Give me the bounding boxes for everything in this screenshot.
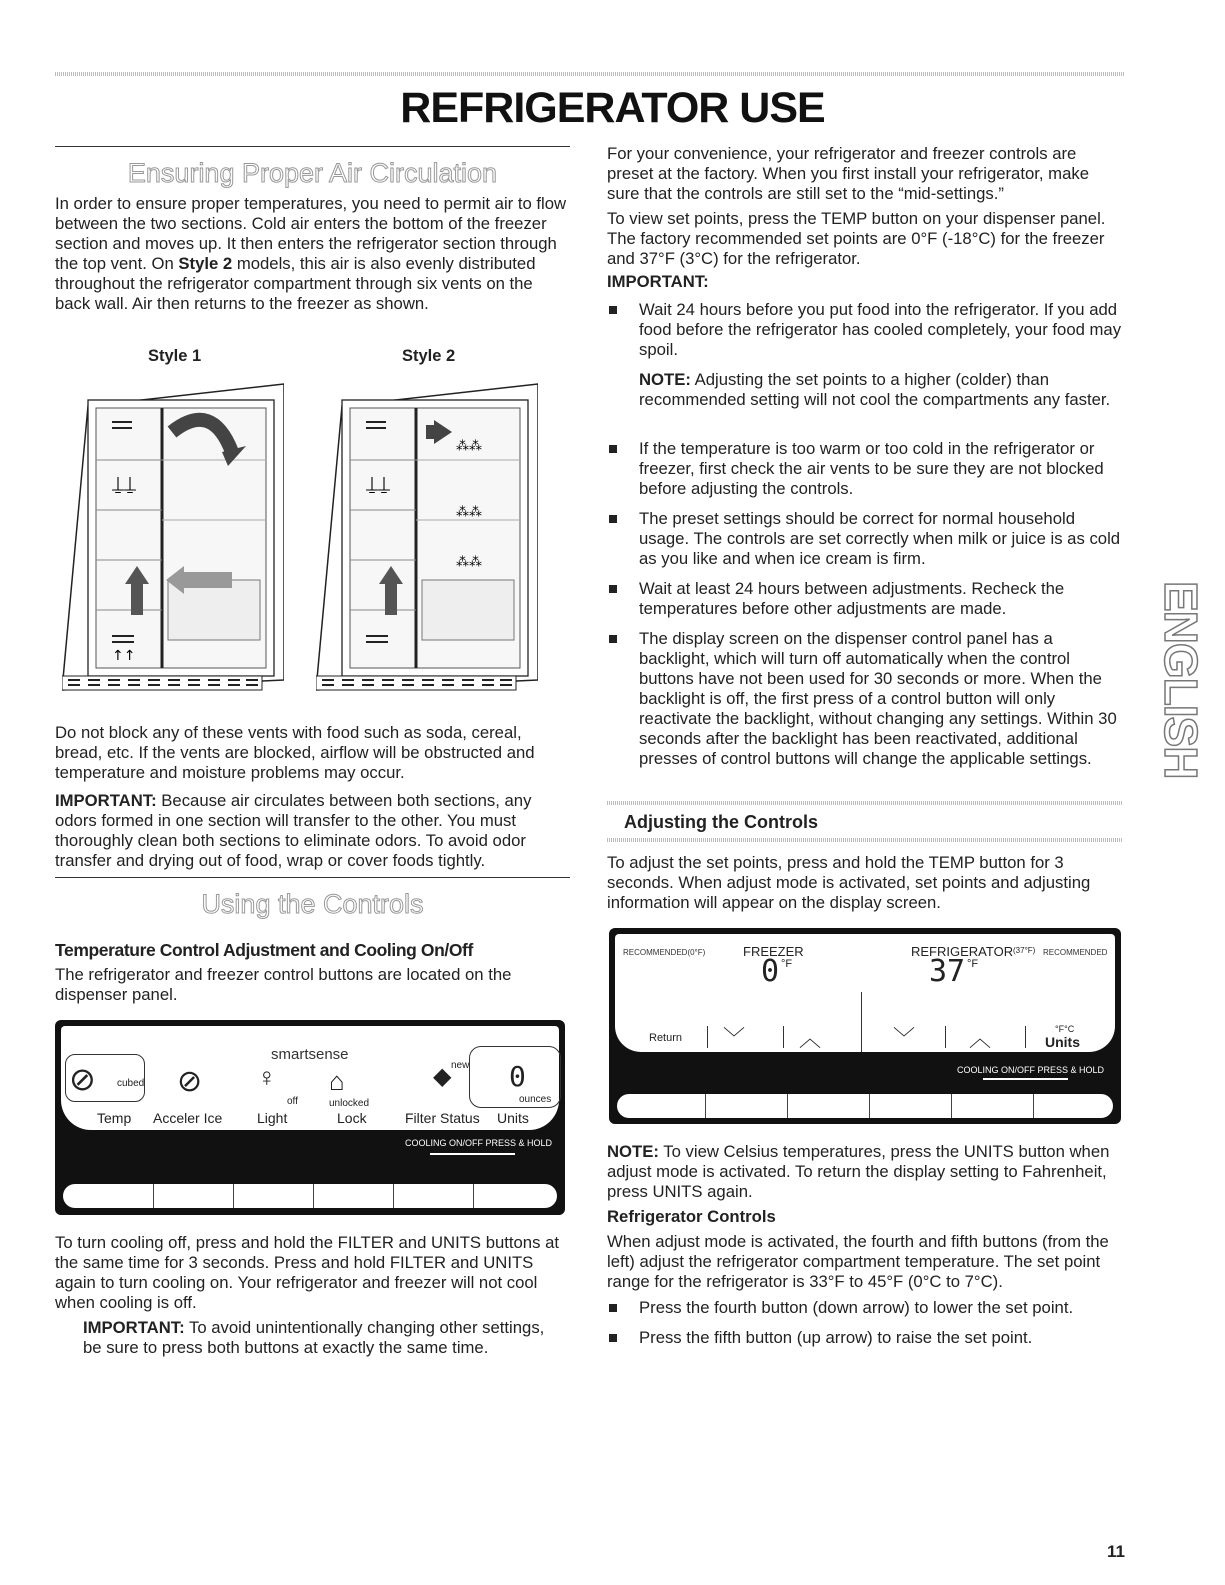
adjust-top-rule [607, 801, 1122, 805]
lock-icon: ⌂ [329, 1066, 345, 1096]
temp-button[interactable] [63, 1184, 154, 1208]
refrigerator-up-button[interactable] [951, 1094, 1034, 1118]
freezer-down-arrow-icon: ﹀ [723, 1026, 746, 1051]
cooling-paragraph: To turn cooling off, press and hold the FILTER and UNITS buttons at the same time for 3 seconds. Press and hold FILTER and UNITS again to turn cooling on. Your refrigerator and freezer will not cool when cooling is off. [55, 1233, 559, 1312]
svg-text:⍊⍊: ⍊⍊ [112, 471, 136, 495]
important-buttons-paragraph: IMPORTANT: To avoid unintentionally changing other settings, be sure to press both buttons at exactly the same time. [83, 1318, 545, 1357]
english-side-tab [1150, 575, 1220, 779]
units-display-label: Units [1045, 1034, 1080, 1050]
adjust-bottom-rule [607, 838, 1122, 842]
refrigerator-up-arrow-icon: ︿ [969, 1026, 992, 1051]
bullet-wait-adjust: Wait at least 24 hours between adjustments. Recheck the temperatures before other adjustments are made. [607, 579, 1122, 619]
view-setpoints-paragraph: To view set points, press the TEMP button on your dispenser panel. The factory recommended set points are 0°F (-18°C) for the freezer and 37°F (3°C) for the refrigerator. [607, 209, 1106, 268]
freezer-unit: °F [781, 958, 793, 970]
preset-paragraph: For your convenience, your refrigerator and freezer controls are preset at the factory. When you first install your refrigerator, make sure that the controls are still set to the “mid-settings.” [607, 144, 1089, 203]
adjust-paragraph: To adjust the set points, press and hold the TEMP button for 3 seconds. When adjust mode is activated, set points and adjusting information will appear on the display screen. [607, 853, 1091, 912]
temp-control-paragraph: The refrigerator and freezer control buttons are located on the dispenser panel. [55, 965, 512, 1004]
air-circulation-paragraph: In order to ensure proper temperatures, you need to permit air to flow between the two sections. Cold air enters the bottom of the freezer section and moves up. It then enters the refrigerator section through the top vent. On Style 2 models, this air is also evenly distributed throughout the refrigerator compartment through six vents on the back wall. Air then returns to the freezer as shown. [55, 194, 567, 313]
style2-label: Style 2 [402, 347, 456, 365]
ounces-label: ounces [519, 1094, 552, 1105]
freezer-label: FREEZER [743, 944, 804, 959]
style2-fridge-illustration [316, 380, 538, 710]
svg-text:⁂⁂: ⁂⁂ [456, 505, 482, 520]
display-cooling-bracket [983, 1078, 1068, 1080]
filter-button[interactable] [393, 1184, 474, 1208]
units-button[interactable] [473, 1184, 557, 1208]
page-title: REFRIGERATOR USE [400, 84, 825, 132]
ounces-digit: 0 [509, 1060, 526, 1093]
filter-status-label: Filter Status [405, 1110, 480, 1126]
ice-icon: ⊘ [69, 1061, 96, 1097]
filter-icon: ◆ [433, 1063, 452, 1090]
separator [783, 1026, 784, 1048]
temp-label: Temp [97, 1110, 132, 1126]
note-adjust-paragraph: NOTE: Adjusting the set points to a higher (colder) than recommended setting will not cool the compartments any faster. [639, 370, 1111, 409]
cubed-label: cubed [117, 1078, 145, 1089]
accel-ice-button[interactable] [153, 1184, 234, 1208]
new-label: new [451, 1060, 470, 1071]
dispenser-control-panel [55, 1020, 565, 1215]
display-button-strip [617, 1094, 1113, 1118]
refrigerator-controls-paragraph: When adjust mode is activated, the fourth and fifth buttons (from the left) adjust the refrigerator compartment temperature. The set point range for the refrigerator is 33°F to 45°F (0°C to 7°C). [607, 1232, 1109, 1291]
bullet-preset: The preset settings should be correct for normal household usage. The controls are set correctly when milk or juice is as cold as you like and when ice cream is firm. [607, 509, 1122, 569]
fc-label: °F°C [1055, 1024, 1075, 1034]
svg-text:⍊⍊: ⍊⍊ [366, 471, 390, 495]
top-dotted-rule [55, 72, 1125, 76]
refrigerator-down-button[interactable] [869, 1094, 952, 1118]
accel-ice-label: Acceler Ice [153, 1110, 223, 1126]
display-cooling-label: COOLING ON/OFF PRESS & HOLD [957, 1065, 1105, 1075]
freezer-up-arrow-icon: ︿ [799, 1026, 822, 1051]
units-display-button[interactable] [1033, 1094, 1113, 1118]
return-label: Return [649, 1032, 683, 1044]
freezer-up-button[interactable] [787, 1094, 870, 1118]
unlocked-label: unlocked [329, 1098, 370, 1109]
light-off-label: off [287, 1096, 298, 1107]
panel-display [61, 1026, 559, 1130]
refrigerator-rec: (37°F) [1013, 946, 1036, 955]
freezer-setpoint: 0 [761, 954, 780, 989]
button-strip [63, 1184, 557, 1208]
important-list-1 [607, 300, 1122, 369]
refrigerator-controls-list [607, 1298, 1122, 1357]
bullet-fifth-button: Press the fifth button (up arrow) to raise the set point. [607, 1328, 1122, 1348]
svg-text:⁂⁂: ⁂⁂ [456, 439, 482, 454]
important-odor-paragraph: IMPORTANT: Because air circulates between both sections, any odors formed in one section will transfer to the other. You must thoroughly clean both sections to eliminate odors. To avoid odor transfer and drying out of food, wrap or cover foods tightly. [55, 791, 532, 870]
cooling-bracket [430, 1153, 515, 1155]
return-button[interactable] [617, 1094, 706, 1118]
note-celsius-paragraph: NOTE: To view Celsius temperatures, press the UNITS button when adjust mode is activated. To return the display setting to Fahrenheit, press UNITS again. [607, 1142, 1110, 1201]
bullet-fourth-button: Press the fourth button (down arrow) to lower the set point. [607, 1298, 1122, 1318]
block-vents-paragraph: Do not block any of these vents with food such as soda, cereal, bread, etc. If the vents are blocked, airflow will be obstructed and temperature and moisture problems may occur. [55, 723, 535, 782]
adjust-display-screen [615, 934, 1115, 1052]
bullet-backlight: The display screen on the dispenser control panel has a backlight, which will turn off automatically when the control buttons have not been used for 30 seconds or more. When the backlight is off, the first press of a control button will only reactivate the backlight, without changing any settings. Within 30 seconds after the backlight has been reactivated, additional presses of control buttons will change the applicable settings. [607, 629, 1122, 769]
units-label: Units [497, 1110, 529, 1126]
recommended-left: RECOMMENDED(0°F) [623, 948, 706, 957]
important-label: IMPORTANT: [607, 272, 709, 291]
display-divider [861, 992, 862, 1052]
refrigerator-down-arrow-icon: ﹀ [893, 1026, 916, 1051]
freezer-down-button[interactable] [705, 1094, 788, 1118]
air-circulation-heading: Ensuring Proper Air Circulation [127, 158, 498, 188]
separator [707, 1026, 708, 1048]
light-bulb-icon: ♀ [257, 1062, 277, 1092]
light-button[interactable] [233, 1184, 314, 1208]
important-list-2 [607, 439, 1122, 778]
lock-label: Lock [337, 1110, 367, 1126]
style1-label: Style 1 [148, 347, 202, 365]
light-label: Light [257, 1110, 288, 1126]
bullet-wait-24: Wait 24 hours before you put food into the refrigerator. If you add food before the refrigerator has cooled completely, your food may spoil. [607, 300, 1122, 360]
adjust-display-panel [609, 928, 1121, 1124]
accel-ice-icon: ⊘ [177, 1065, 203, 1098]
section-rule [55, 146, 570, 147]
separator [1025, 1026, 1026, 1048]
refrigerator-label: REFRIGERATOR [911, 944, 1014, 959]
section-rule [55, 877, 570, 878]
cooling-onoff-label: COOLING ON/OFF PRESS & HOLD [405, 1138, 553, 1148]
refrigerator-setpoint: 37 [929, 954, 966, 989]
english-tab-text: ENGLISH [1155, 581, 1207, 779]
page-number: 11 [1107, 1542, 1125, 1561]
svg-text:⁂⁂: ⁂⁂ [456, 555, 482, 570]
refrigerator-controls-heading: Refrigerator Controls [607, 1207, 776, 1226]
refrigerator-unit: °F [967, 958, 979, 970]
adjusting-controls-heading: Adjusting the Controls [624, 812, 818, 832]
using-controls-heading: Using the Controls [201, 889, 424, 919]
lock-button[interactable] [313, 1184, 394, 1208]
style1-fridge-illustration [62, 380, 284, 710]
smartsense-logo: smartsense [271, 1046, 349, 1063]
recommended-right: RECOMMENDED [1043, 948, 1108, 957]
separator [945, 1026, 946, 1048]
temp-control-subheading: Temperature Control Adjustment and Cooling On/Off [55, 940, 473, 960]
bullet-temperature: If the temperature is too warm or too cold in the refrigerator or freezer, first check the air vents to be sure they are not blocked before adjusting the controls. [607, 439, 1122, 499]
svg-text:↑↑: ↑↑ [112, 648, 136, 664]
